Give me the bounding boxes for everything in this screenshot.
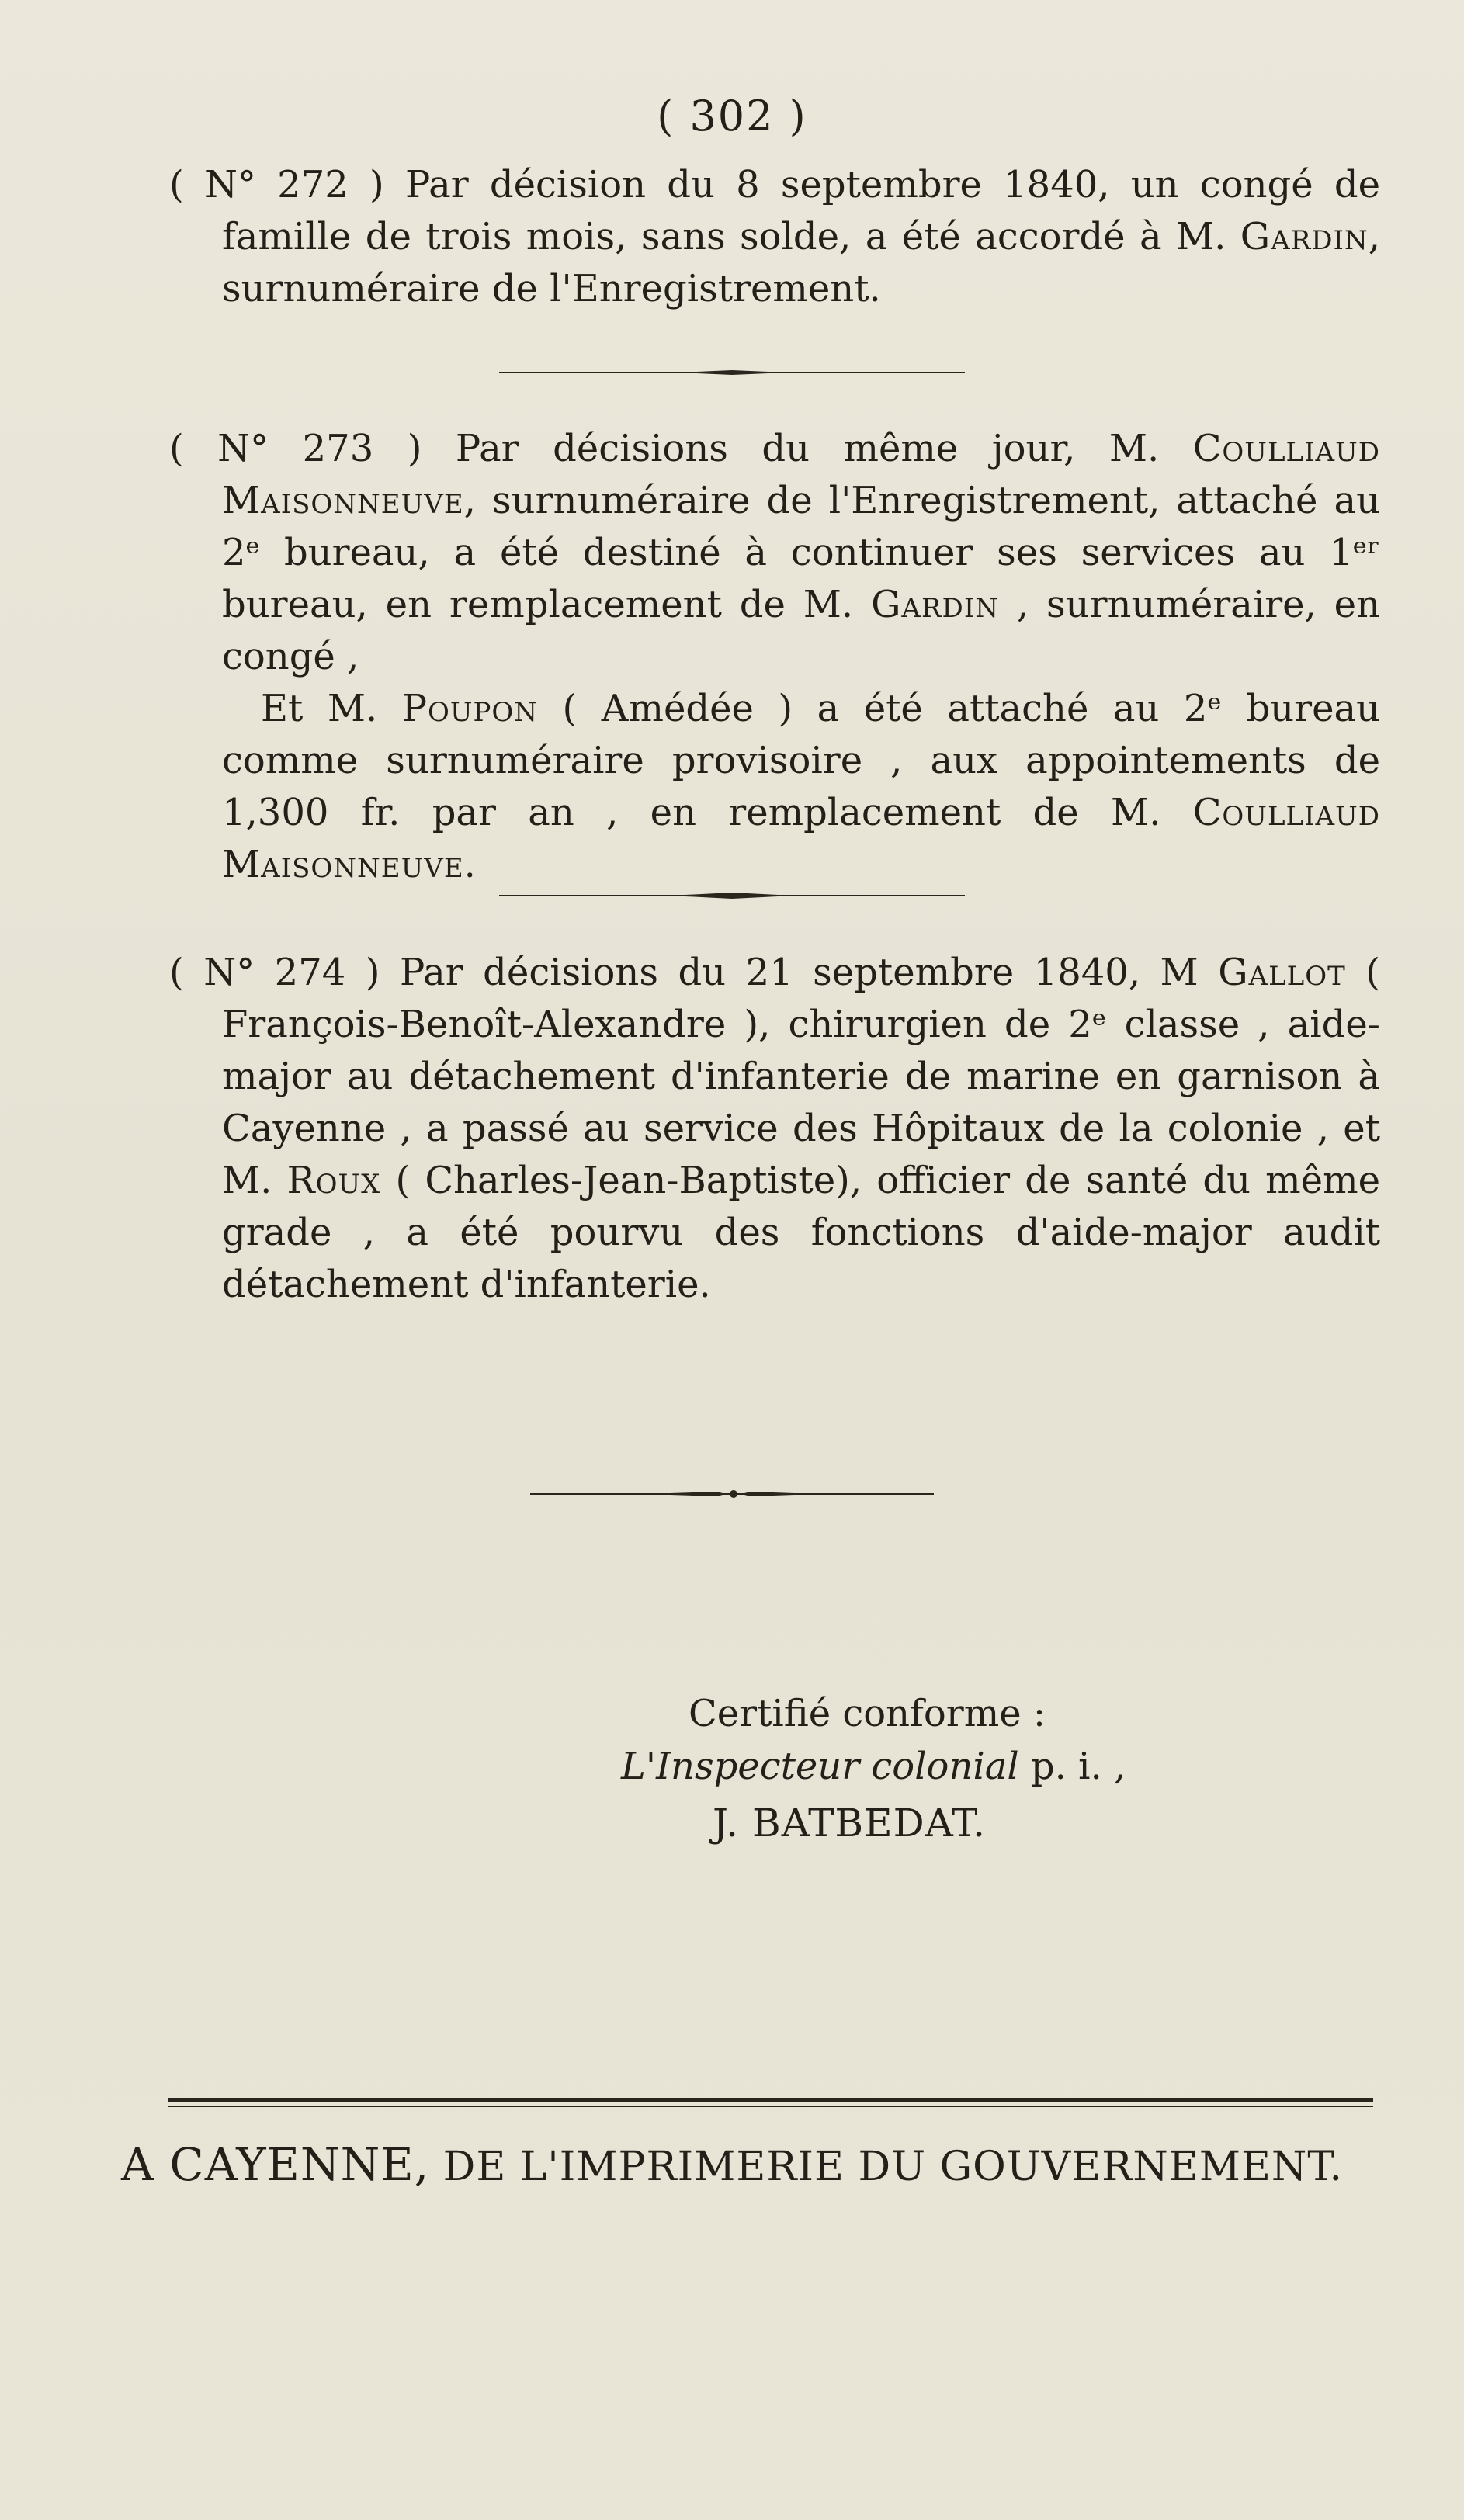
entry-text-run: Par décisions du même jour, M. (455, 427, 1193, 470)
person-name: Coulliaud Maisonneuve (222, 427, 1381, 522)
entry-text-run: ( Charles-Jean-Baptiste), officier de santé du même grade , a été pourvu des fonctions d'aide-major audit détachement d'infanterie. (222, 1159, 1380, 1306)
imprint-printer: DE L'IMPRIMERIE DU GOUVERNEMENT. (429, 2144, 1343, 2190)
entry-text-run: Par décisions du 21 septembre 1840, M (400, 951, 1219, 994)
footer-rule-thin (168, 2106, 1373, 2107)
entry-text-run: , surnuméraire de l'Enregistrement, attaché au 2ᵉ bureau, a été destiné à continuer ses services au 1ᵉʳ bureau, en remplacement de M. (222, 479, 1380, 626)
entry-text-run: . (463, 843, 476, 886)
entry-274 (169, 947, 1380, 1311)
certification-line: Certifié conforme : (689, 1692, 1046, 1735)
signature: J. BATBEDAT. (713, 1801, 987, 1846)
person-name: Poupon (401, 687, 539, 730)
imprint (0, 2138, 1464, 2191)
entry-text-run: , surnuméraire, en congé , (222, 583, 1381, 678)
person-name: Roux (286, 1159, 381, 1202)
person-name: Gallot (1218, 951, 1346, 994)
page-number: ( 302 ) (657, 92, 807, 140)
entry-number: ( N° 274 ) (169, 951, 400, 994)
person-name: Gardin (1240, 215, 1369, 258)
entry-text-run: , surnuméraire de l'Enregistrement. (222, 215, 1380, 310)
entry-text (169, 159, 1380, 315)
entry-text-run: Et M. (261, 687, 402, 730)
entry-number: ( N° 273 ) (169, 427, 456, 470)
footer-rule (168, 2098, 1373, 2102)
entry-text (169, 423, 1380, 683)
person-name: Gardin (871, 583, 999, 626)
entry-272 (169, 159, 1380, 315)
entry-text-run: Par décision du 8 septembre 1840, un congé de famille de trois mois, sans solde, a été accordé à M. (222, 163, 1380, 258)
separator-rule (0, 368, 1464, 377)
separator-rule (0, 891, 1464, 900)
inspector-title: L'Inspecteur colonial (621, 1745, 1019, 1788)
entry-continuation (169, 683, 1380, 891)
entry-text-run: ( Amédée ) a été attaché au 2ᵉ bureau comme surnuméraire provisoire , aux appointements de 1,300 fr. par an , en remplacement de M. (222, 687, 1381, 834)
imprint-place: A CAYENNE, (121, 2138, 430, 2191)
entry-273 (169, 423, 1380, 891)
entry-text-run: ( François-Benoît-Alexandre ), chirurgien de 2ᵉ classe , aide-major au détachement d'infanterie de marine en garnison à Cayenne , a passé au service des Hôpitaux de la colonie , et M. (222, 951, 1381, 1202)
entry-number: ( N° 272 ) (169, 163, 405, 206)
entry-text (169, 947, 1380, 1311)
ornament-rule (0, 1489, 1464, 1498)
person-name: Coulliaud Maisonneuve (222, 791, 1380, 886)
inspector-line (621, 1745, 1126, 1788)
inspector-suffix: p. i. , (1018, 1745, 1126, 1788)
